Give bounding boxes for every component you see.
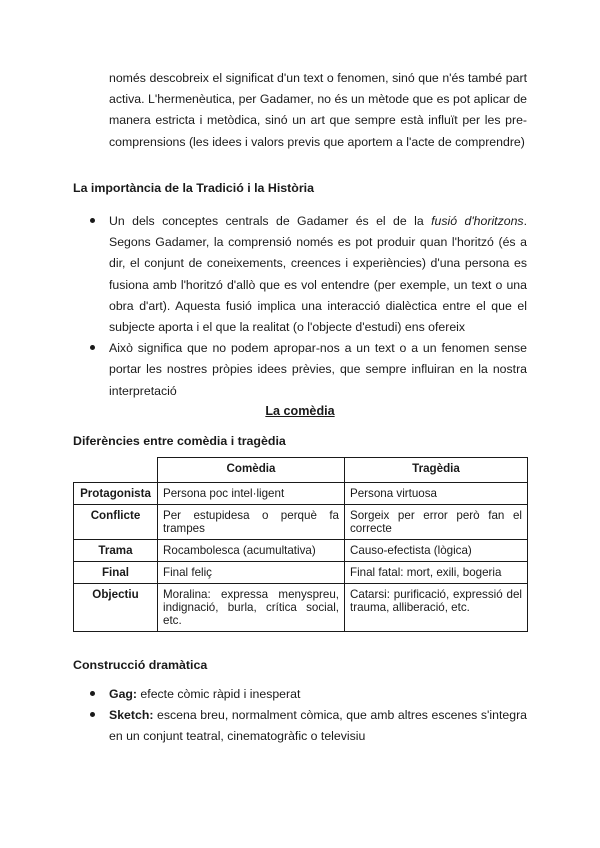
comedia-cell: Per estupidesa o perquè fa trampes xyxy=(158,505,345,540)
bullet-icon xyxy=(90,218,95,223)
comedia-cell: Moralina: expressa menyspreu, indignació, burla, crítica social, etc. xyxy=(158,584,345,632)
bullet-2-text: Això significa que no podem apropar-nos a un text o a un fenomen sense portar les nostres pròpies idees prèvies, que sempre influiran en la nostra interpretació xyxy=(109,341,527,398)
comparison-table xyxy=(73,457,528,632)
table-header-tragedia: Tragèdia xyxy=(345,458,528,483)
table-row xyxy=(74,540,528,562)
construction-heading: Construcció dramàtica xyxy=(73,658,208,672)
bullet-icon xyxy=(90,712,95,717)
intro-paragraph: només descobreix el significat d'un text o fenomen, sinó que n'és també part activa. L'hermenèutica, per Gadamer, no és un mètode que es pot aplicar de manera estricta i metòdica, sinó un art que sempre està influït per les pre-comprensions (les idees i valors previs que aportem a l'acte de comprendre) xyxy=(109,71,527,149)
table-row xyxy=(74,584,528,632)
bullet-icon xyxy=(90,691,95,696)
construction-bullet-sketch xyxy=(90,705,527,747)
bullet-1-emphasis: fusió d'horitzons xyxy=(431,214,524,228)
sketch-term: Sketch: xyxy=(109,708,154,723)
comedia-cell: Persona poc intel·ligent xyxy=(158,483,345,505)
comedia-cell: Final feliç xyxy=(158,562,345,584)
table-header-row xyxy=(74,458,528,483)
table-row xyxy=(74,562,528,584)
tragedia-cell: Sorgeix per error però fan el correcte xyxy=(345,505,528,540)
tragedia-cell: Causo-efectista (lògica) xyxy=(345,540,528,562)
table-corner-cell xyxy=(74,458,158,483)
tragedia-cell: Catarsi: purificació, expressió del trauma, alliberació, etc. xyxy=(345,584,528,632)
row-label: Trama xyxy=(74,540,158,562)
differences-heading: Diferències entre comèdia i tragèdia xyxy=(73,434,286,448)
row-label: Objectiu xyxy=(74,584,158,632)
comedy-title: La comèdia xyxy=(265,404,335,418)
tragedia-cell: Persona virtuosa xyxy=(345,483,528,505)
tradition-bullet-1 xyxy=(90,211,527,338)
row-label: Conflicte xyxy=(74,505,158,540)
bullet-icon xyxy=(90,345,95,350)
tragedia-cell: Final fatal: mort, exili, bogeria xyxy=(345,562,528,584)
row-label: Final xyxy=(74,562,158,584)
construction-bullet-list xyxy=(90,684,527,748)
table-row xyxy=(74,483,528,505)
construction-bullet-gag xyxy=(90,684,527,705)
bullet-1-text-after: . Segons Gadamer, la comprensió només es pot produir quan l'horitzó (és a dir, el conjunt de coneixements, creences i experiències) d'una persona es fusiona amb l'horitzó d'allò que es vol entendre (per exemple, un text o una obra d'art). Aquesta fusió implica una interacció dialèctica entre el que el subjecte aporta i el que la realitat (o l'objecte d'estudi) ens ofereix xyxy=(109,214,527,335)
tradition-bullet-list xyxy=(90,211,527,402)
table-row xyxy=(74,505,528,540)
comedia-cell: Rocambolesca (acumultativa) xyxy=(158,540,345,562)
table-header-comedia: Comèdia xyxy=(158,458,345,483)
tradition-heading: La importància de la Tradició i la Història xyxy=(73,181,314,195)
gag-definition: efecte còmic ràpid i inesperat xyxy=(137,687,301,701)
sketch-definition: escena breu, normalment còmica, que amb altres escenes s'integra en un conjunt teatral, cinematogràfic o televisiu xyxy=(109,708,527,744)
row-label: Protagonista xyxy=(74,483,158,505)
tradition-bullet-2 xyxy=(90,338,527,402)
gag-term: Gag: xyxy=(109,687,138,701)
bullet-1-text-before: Un dels conceptes centrals de Gadamer és el de la xyxy=(109,214,432,228)
